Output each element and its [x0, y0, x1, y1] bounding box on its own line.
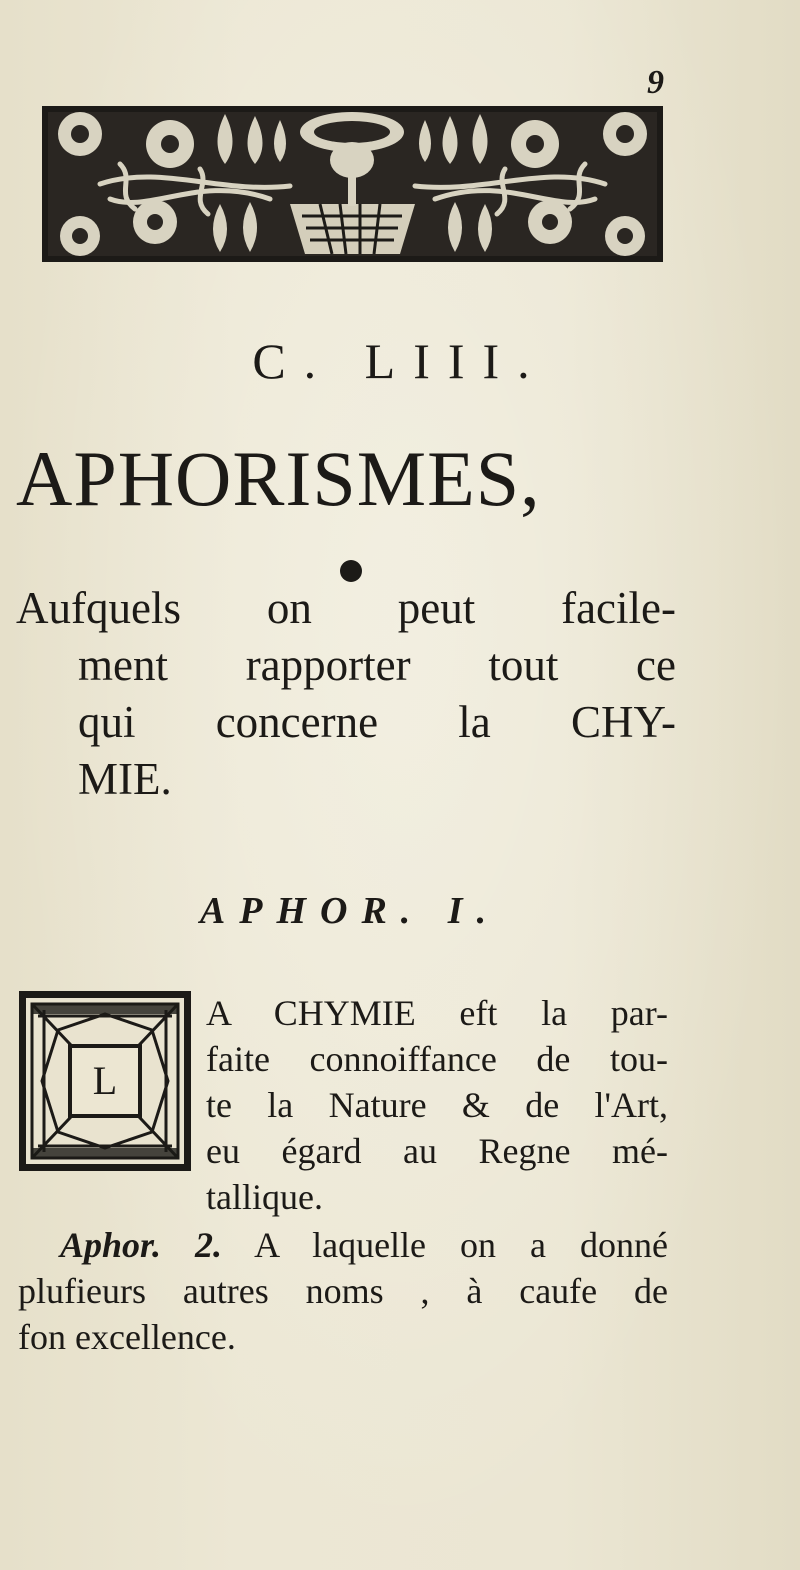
chapter-heading: C. LIII. [252, 333, 548, 389]
text-line: plufieurs autres noms , à caufe de [18, 1271, 668, 1311]
text-line: faite connoiffance de tou- [206, 1039, 668, 1079]
drop-cap-letter: L [92, 1058, 118, 1103]
text-fragment: A laquelle on a donné [254, 1225, 668, 1265]
text-line: A CHYMIE eft la par- [206, 993, 668, 1033]
text-line [18, 1222, 668, 1268]
page-number: 9 [647, 64, 664, 101]
aphorism-heading: APHOR. I. [199, 890, 501, 932]
floral-headpiece-ornament [40, 104, 665, 264]
subtitle [16, 580, 676, 808]
drop-cap-ornament [18, 990, 192, 1172]
text-line: tallique. [206, 1177, 323, 1217]
text-line: fon excellence. [18, 1317, 236, 1357]
ink-blot [340, 560, 362, 582]
subtitle-line: Aufquels on peut facile- [16, 583, 676, 633]
aphorism-1-text [206, 990, 668, 1220]
page-title: APHORISMES, [16, 435, 541, 522]
text-line: eu égard au Regne mé- [206, 1131, 668, 1171]
subtitle-line: ment rapporter tout ce [78, 640, 676, 690]
subtitle-line: qui concerne la CHY- [78, 697, 676, 747]
aphorism-label: Aphor. 2. [60, 1225, 223, 1265]
subtitle-line: MIE. [78, 754, 172, 804]
aphorism-2-text [18, 1222, 668, 1360]
text-line: te la Nature & de l'Art, [206, 1085, 668, 1125]
